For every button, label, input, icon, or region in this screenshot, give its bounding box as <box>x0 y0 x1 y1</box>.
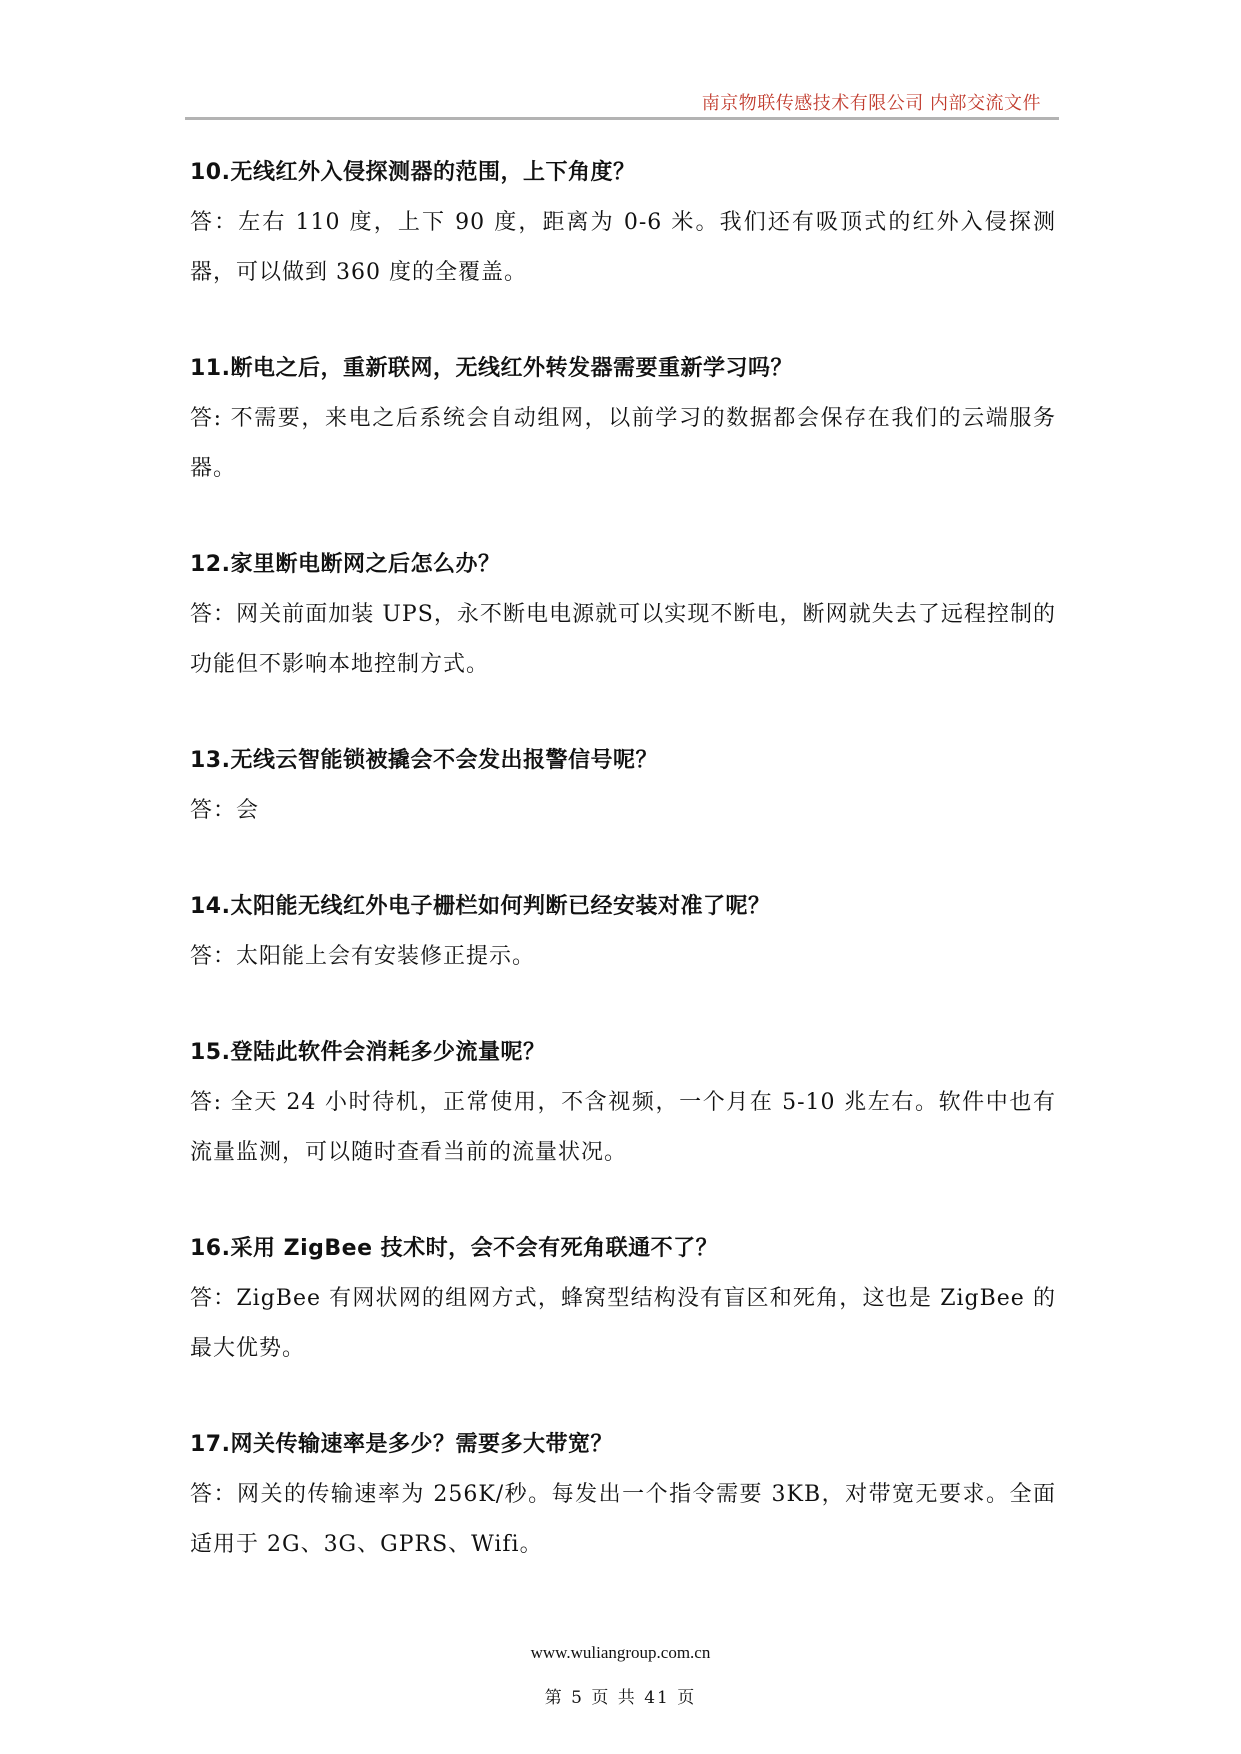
qa-item <box>190 1038 1056 1178</box>
question: 12.家里断电断网之后怎么办？ <box>190 552 501 577</box>
header-divider <box>185 117 1059 120</box>
answer: 答：网关的传输速率为 256K/秒。每发出一个指令需要 3KB，对带宽无要求。全面适用于 2G、3G、GPRS、Wifi。 <box>190 1482 1056 1557</box>
qa-item <box>190 1430 1056 1570</box>
answer: 答：太阳能上会有安装修正提示。 <box>190 944 536 969</box>
question: 13.无线云智能锁被撬会不会发出报警信号呢？ <box>190 748 658 773</box>
question: 16.采用 ZigBee 技术时，会不会有死角联通不了？ <box>190 1236 719 1261</box>
qa-content <box>190 158 1056 1626</box>
qa-item <box>190 892 1056 982</box>
question: 17.网关传输速率是多少？需要多大带宽？ <box>190 1432 613 1457</box>
qa-item <box>190 746 1056 836</box>
page-number: 第 5 页 共 41 页 <box>544 1688 697 1708</box>
question: 10.无线红外入侵探测器的范围，上下角度？ <box>190 160 636 185</box>
footer-url[interactable]: www.wuliangroup.com.cn <box>530 1643 711 1662</box>
answer: 答：会 <box>190 798 260 823</box>
answer: 答：左右 110 度，上下 90 度，距离为 0-6 米。我们还有吸顶式的红外入侵探测器，可以做到 360 度的全覆盖。 <box>190 210 1056 285</box>
qa-item <box>190 158 1056 298</box>
header-company: 南京物联传感技术有限公司 内部交流文件 <box>701 93 1041 114</box>
question: 11.断电之后，重新联网，无线红外转发器需要重新学习吗？ <box>190 356 793 381</box>
answer: 答：网关前面加装 UPS，永不断电电源就可以实现不断电，断网就失去了远程控制的功能但不影响本地控制方式。 <box>190 602 1056 677</box>
qa-item <box>190 1234 1056 1374</box>
qa-item <box>190 550 1056 690</box>
answer: 答：ZigBee 有网状网的组网方式，蜂窝型结构没有盲区和死角，这也是 ZigBee 的最大优势。 <box>190 1286 1056 1361</box>
qa-item <box>190 354 1056 494</box>
question: 14.太阳能无线红外电子栅栏如何判断已经安装对准了呢？ <box>190 894 771 919</box>
question: 15.登陆此软件会消耗多少流量呢？ <box>190 1040 546 1065</box>
answer: 答: 不需要，来电之后系统会自动组网，以前学习的数据都会保存在我们的云端服务器。 <box>190 406 1056 481</box>
answer: 答: 全天 24 小时待机，正常使用，不含视频，一个月在 5-10 兆左右。软件中也有流量监测，可以随时查看当前的流量状况。 <box>190 1090 1056 1165</box>
